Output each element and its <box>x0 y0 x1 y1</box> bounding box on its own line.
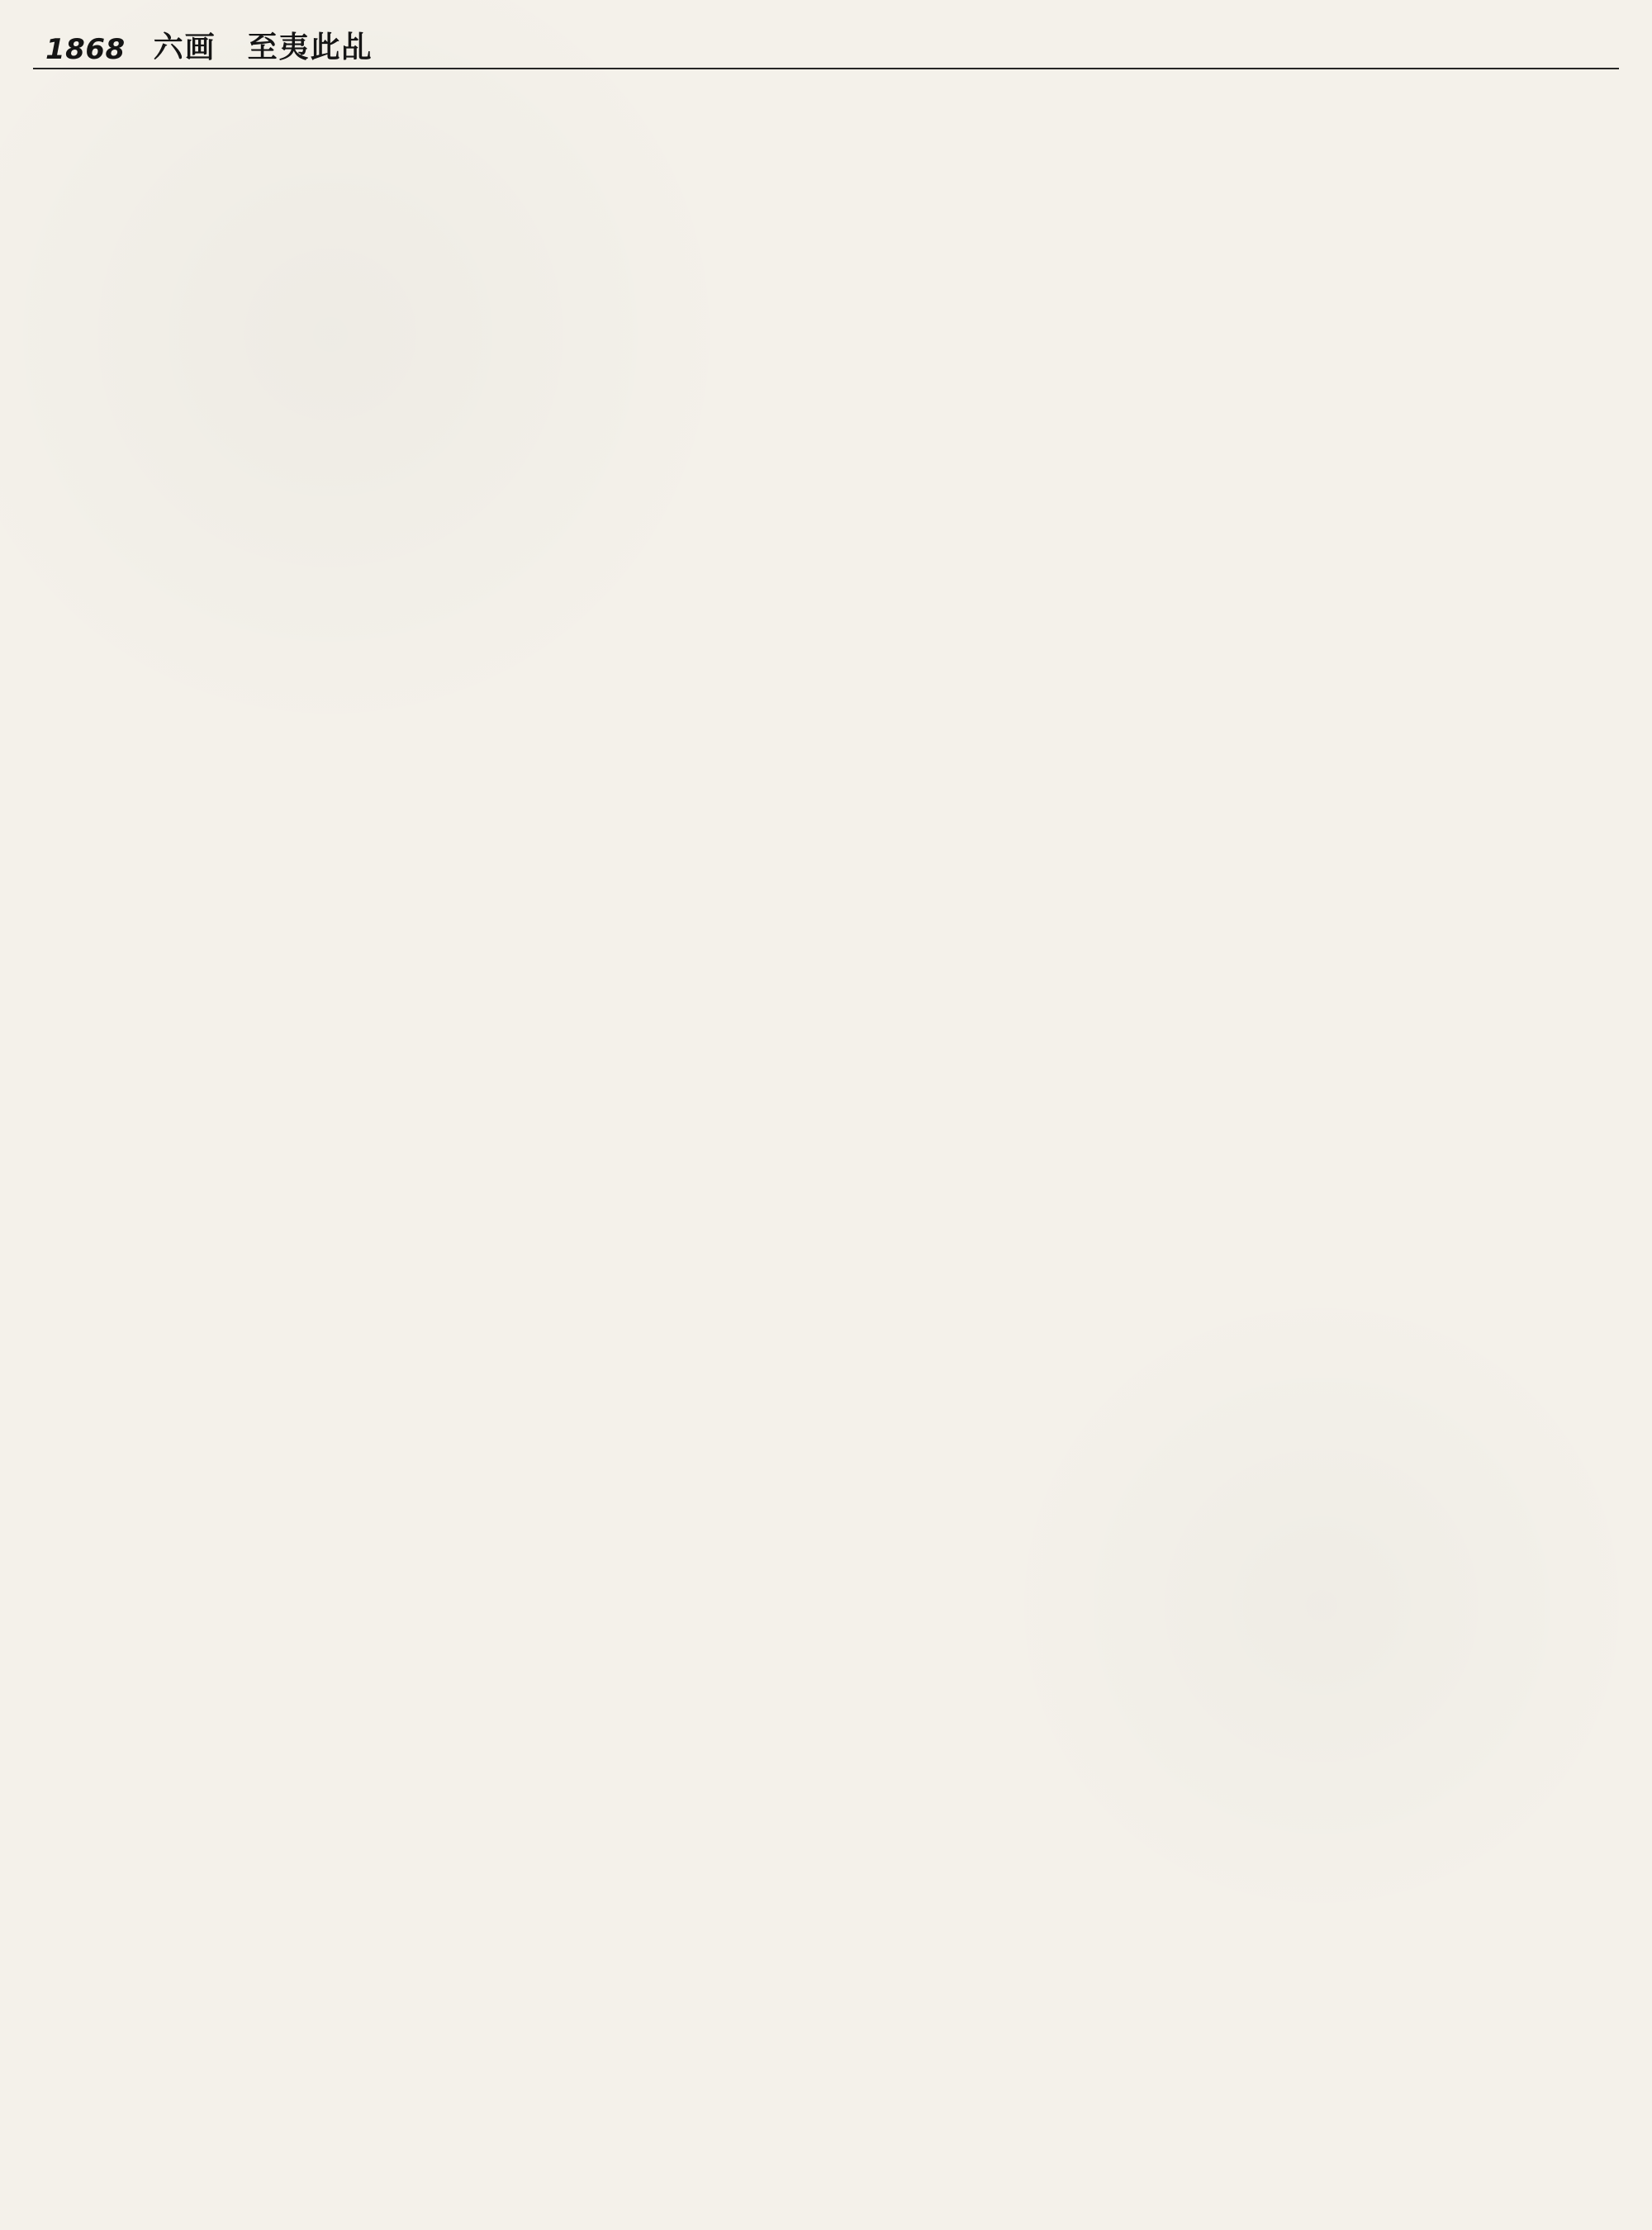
left-column <box>33 76 813 2210</box>
page-header <box>45 15 1607 66</box>
page-heading: 六画 至夷此乩 <box>153 31 373 64</box>
dictionary-content <box>33 76 1619 2210</box>
right-column <box>839 76 1619 2210</box>
page-number: 1868 <box>45 33 126 66</box>
right-column-body <box>839 76 1619 2210</box>
left-column-body <box>33 76 813 2210</box>
header-divider <box>33 68 1619 69</box>
